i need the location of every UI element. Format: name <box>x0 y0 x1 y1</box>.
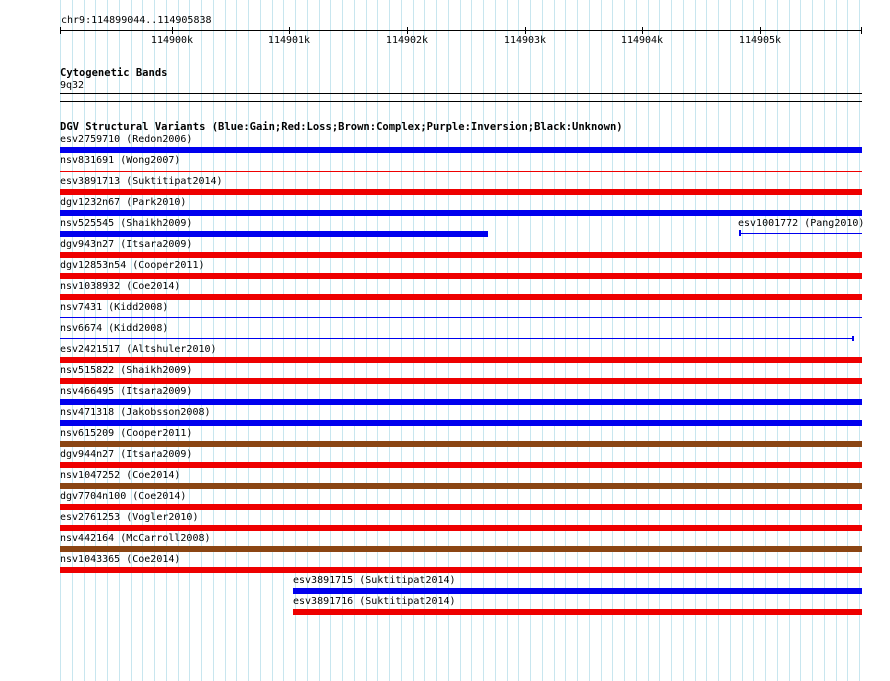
grid-line <box>507 0 508 681</box>
grid-line <box>542 0 543 681</box>
variant-bar[interactable] <box>60 252 862 258</box>
grid-line <box>836 0 837 681</box>
variant-bar[interactable] <box>60 171 862 172</box>
variant-bar[interactable] <box>293 588 862 594</box>
variant-label[interactable]: dgv943n27 (Itsara2009) <box>60 239 193 250</box>
variant-bar[interactable] <box>60 338 854 339</box>
grid-line <box>530 0 531 681</box>
variant-bar[interactable] <box>739 233 862 234</box>
variant-bar[interactable] <box>60 483 862 489</box>
grid-line <box>800 0 801 681</box>
grid-line <box>60 0 61 681</box>
variant-label[interactable]: nsv831691 (Wong2007) <box>60 155 181 166</box>
ruler-line <box>60 30 862 31</box>
grid-line <box>119 0 120 681</box>
grid-line <box>554 0 555 681</box>
grid-line <box>730 0 731 681</box>
grid-line <box>777 0 778 681</box>
grid-line <box>72 0 73 681</box>
variant-label[interactable]: dgv1232n67 (Park2010) <box>60 197 187 208</box>
grid-line <box>213 0 214 681</box>
ruler-tick <box>760 27 761 34</box>
variant-bar[interactable] <box>60 441 862 447</box>
variant-bar[interactable] <box>60 189 862 195</box>
grid-line <box>659 0 660 681</box>
grid-line <box>142 0 143 681</box>
grid-line <box>648 0 649 681</box>
grid-line <box>636 0 637 681</box>
variant-bar[interactable] <box>60 399 862 405</box>
ruler-tick <box>642 27 643 34</box>
grid-line <box>189 0 190 681</box>
variant-label[interactable]: dgv12853n54 (Cooper2011) <box>60 260 205 271</box>
variant-label[interactable]: esv1001772 (Pang2010) <box>738 218 865 229</box>
grid-line <box>272 0 273 681</box>
grid-line <box>84 0 85 681</box>
grid-line <box>706 0 707 681</box>
grid-line <box>283 0 284 681</box>
variant-label[interactable]: nsv1038932 (Coe2014) <box>60 281 181 292</box>
ruler-tick-label: 114900k <box>150 35 194 46</box>
grid-line <box>248 0 249 681</box>
ruler-tick-label: 114903k <box>503 35 547 46</box>
variant-bar[interactable] <box>60 317 862 318</box>
ruler-tick-label: 114902k <box>385 35 429 46</box>
variant-label[interactable]: nsv442164 (McCarroll2008) <box>60 533 211 544</box>
variant-label[interactable]: esv2421517 (Altshuler2010) <box>60 344 217 355</box>
variant-label[interactable]: esv3891716 (Suktitipat2014) <box>293 596 456 607</box>
grid-line <box>107 0 108 681</box>
ruler-tick-label: 114904k <box>620 35 664 46</box>
grid-line <box>824 0 825 681</box>
variant-label[interactable]: nsv515822 (Shaikh2009) <box>60 365 193 376</box>
ruler-tick <box>407 27 408 34</box>
variant-bar[interactable] <box>60 147 862 153</box>
ruler-tick <box>289 27 290 34</box>
grid-line <box>225 0 226 681</box>
variant-bar-cap <box>739 230 741 236</box>
scale-ruler[interactable] <box>60 26 862 46</box>
variant-bar[interactable] <box>60 462 862 468</box>
variant-bar[interactable] <box>60 567 862 573</box>
variant-label[interactable]: nsv1043365 (Coe2014) <box>60 554 181 565</box>
variant-label[interactable]: nsv615209 (Cooper2011) <box>60 428 193 439</box>
ruler-tick-label: 114905k <box>738 35 782 46</box>
grid-line <box>765 0 766 681</box>
variant-label[interactable]: dgv944n27 (Itsara2009) <box>60 449 193 460</box>
grid-line <box>601 0 602 681</box>
grid-line <box>131 0 132 681</box>
cytoband-line-top <box>60 93 862 94</box>
variant-label[interactable]: nsv525545 (Shaikh2009) <box>60 218 193 229</box>
variant-bar[interactable] <box>60 273 862 279</box>
ruler-tick-label: 114901k <box>267 35 311 46</box>
grid-line <box>612 0 613 681</box>
grid-line <box>624 0 625 681</box>
grid-line <box>565 0 566 681</box>
grid-line <box>201 0 202 681</box>
variant-label[interactable]: nsv466495 (Itsara2009) <box>60 386 193 397</box>
variant-bar[interactable] <box>293 609 862 615</box>
grid-line <box>518 0 519 681</box>
grid-line <box>859 0 860 681</box>
ruler-tick <box>172 27 173 34</box>
grid-line <box>495 0 496 681</box>
variant-bar-cap <box>852 336 854 341</box>
variant-label[interactable]: nsv7431 (Kidd2008) <box>60 302 169 313</box>
ruler-tick <box>525 27 526 34</box>
variant-bar[interactable] <box>60 378 862 384</box>
grid-line <box>154 0 155 681</box>
grid-line <box>753 0 754 681</box>
grid-line <box>742 0 743 681</box>
grid-line <box>589 0 590 681</box>
variant-bar[interactable] <box>60 210 862 216</box>
grid-line <box>95 0 96 681</box>
grid-line <box>236 0 237 681</box>
ruler-end-right <box>861 27 862 34</box>
grid-line <box>178 0 179 681</box>
dgv-track-title[interactable]: DGV Structural Variants (Blue:Gain;Red:Loss;Brown:Complex;Purple:Inversion;Black:Unknown) <box>60 121 623 133</box>
variant-label[interactable]: esv2759710 (Redon2006) <box>60 134 193 145</box>
variant-bar[interactable] <box>60 546 862 552</box>
variant-label[interactable]: nsv6674 (Kidd2008) <box>60 323 169 334</box>
variant-label[interactable]: dgv7704n100 (Coe2014) <box>60 491 187 502</box>
grid-line <box>483 0 484 681</box>
cytoband-line-bottom <box>60 101 862 102</box>
position-header: chr9:114899044..114905838 <box>61 15 212 26</box>
grid-line <box>471 0 472 681</box>
variant-label[interactable]: nsv1047252 (Coe2014) <box>60 470 181 481</box>
grid-line <box>260 0 261 681</box>
variant-bar[interactable] <box>60 525 862 531</box>
variant-bar[interactable] <box>60 294 862 300</box>
grid-line <box>695 0 696 681</box>
grid-line <box>847 0 848 681</box>
grid-line <box>166 0 167 681</box>
grid-line <box>460 0 461 681</box>
ruler-end-left <box>60 27 61 34</box>
grid-line <box>577 0 578 681</box>
grid-line <box>671 0 672 681</box>
grid-line <box>789 0 790 681</box>
variant-bar[interactable] <box>60 357 862 363</box>
grid-line <box>718 0 719 681</box>
variant-label[interactable]: esv2761253 (Vogler2010) <box>60 512 199 523</box>
grid-line <box>683 0 684 681</box>
variant-bar[interactable] <box>60 420 862 426</box>
cytoband-track-title[interactable]: Cytogenetic Bands <box>60 67 168 79</box>
variant-label[interactable]: esv3891715 (Suktitipat2014) <box>293 575 456 586</box>
grid-line <box>812 0 813 681</box>
variant-label[interactable]: esv3891713 (Suktitipat2014) <box>60 176 223 187</box>
variant-bar[interactable] <box>60 231 488 237</box>
cytoband-label[interactable]: 9q32 <box>60 80 85 91</box>
variant-bar[interactable] <box>60 504 862 510</box>
variant-label[interactable]: nsv471318 (Jakobsson2008) <box>60 407 211 418</box>
